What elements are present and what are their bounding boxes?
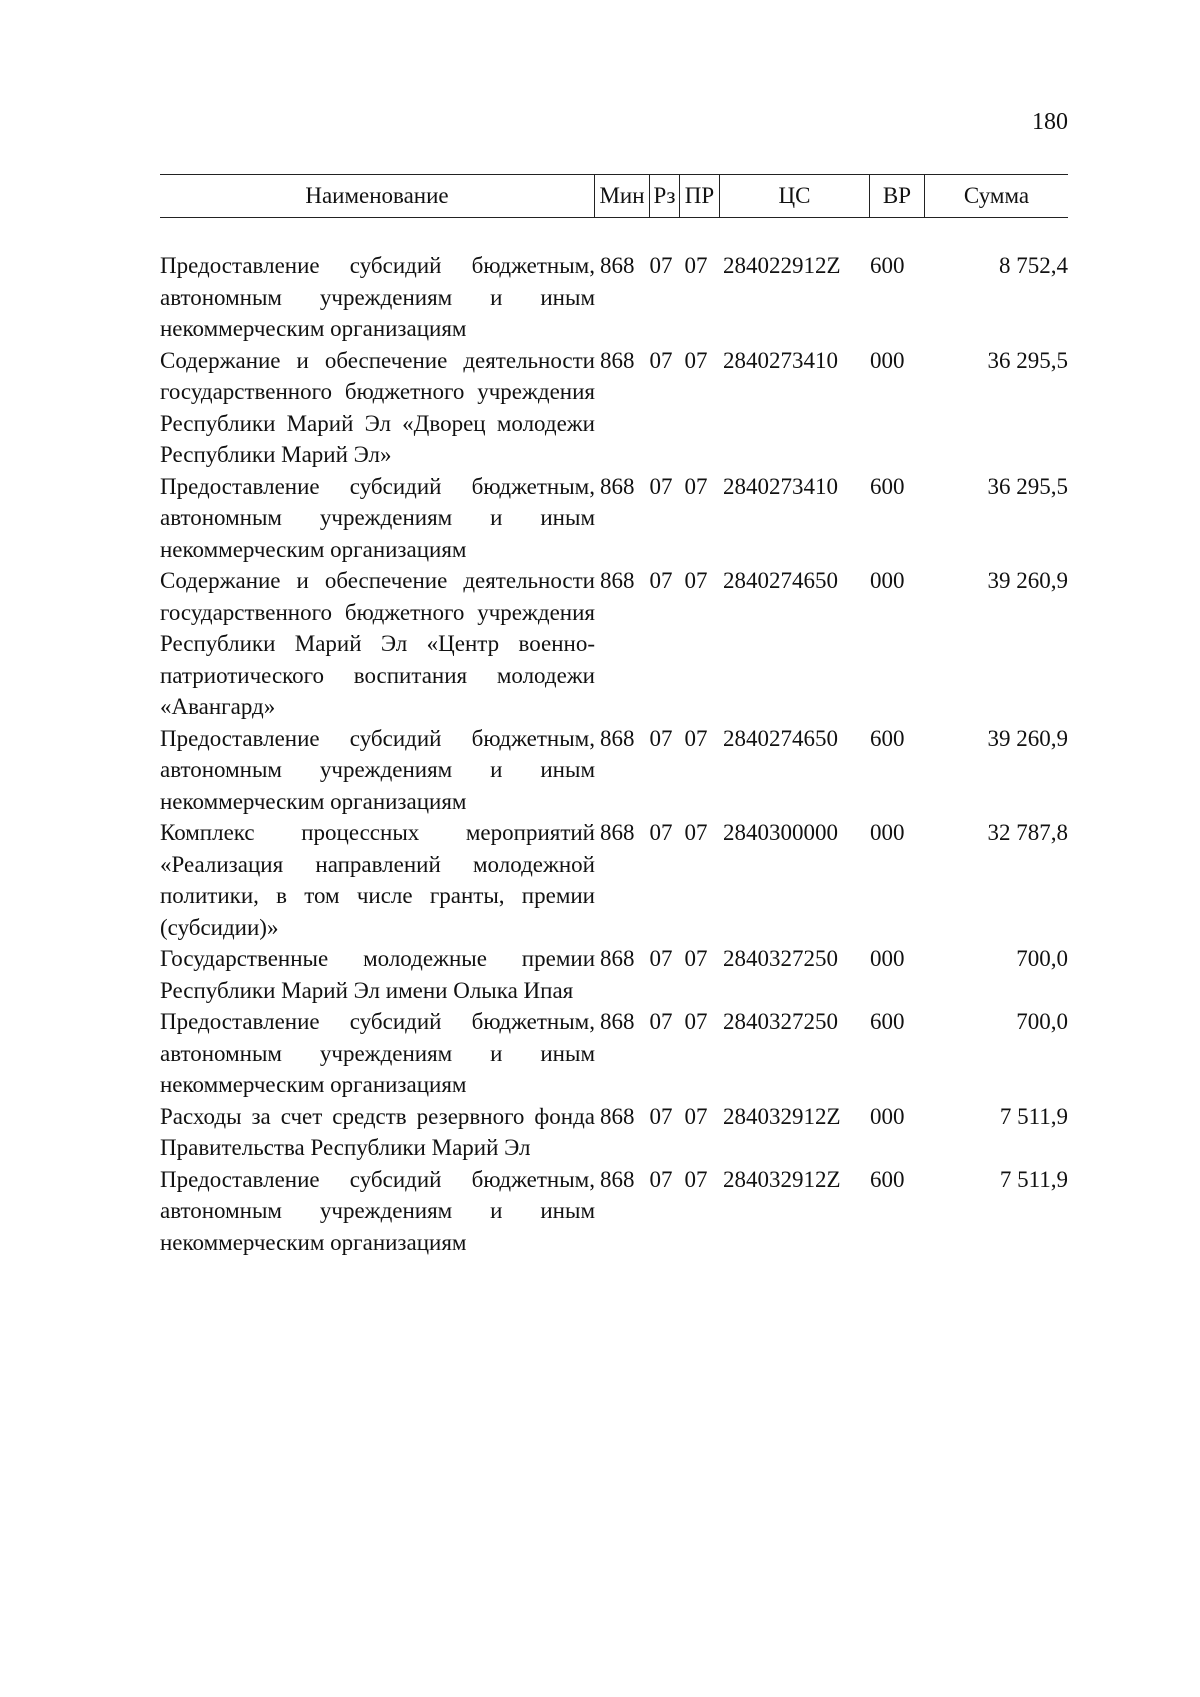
row-sum: 36 295,5 [987,473,1068,499]
row-name: Расходы за счет средств резервного фонда Правительства Республики Марий Эл [160,1103,595,1160]
row-cs: 2840327250 [723,1009,838,1034]
row-rz: 07 [649,725,673,751]
row-cs: 2840300000 [723,820,838,845]
table-row [160,723,1068,818]
row-vr: 600 [870,473,905,499]
row-sum: 32 787,8 [987,820,1068,845]
row-cs: 284032912Z [723,1103,841,1129]
table-row [160,943,1068,1006]
row-name: Содержание и обеспечение деятельности государственного бюджетного учреждения Республики Марий Эл «Дворец молодежи Республики Марий Эл» [160,347,595,467]
row-pr: 07 [684,1009,708,1034]
row-min: 868 [600,1166,635,1192]
row-min: 868 [600,946,635,971]
row-pr: 07 [684,473,708,499]
row-sum: 700,0 [1016,1009,1068,1034]
row-min: 868 [600,568,635,593]
row-pr: 07 [684,725,708,751]
budget-table [160,174,1068,1258]
row-sum: 7 511,9 [999,1103,1068,1129]
table-header [160,174,1068,218]
row-pr: 07 [684,820,708,845]
row-min: 868 [600,1009,635,1034]
row-cs: 2840273410 [723,473,838,499]
row-min: 868 [600,1103,635,1129]
row-cs: 2840274650 [723,725,838,751]
row-vr: 000 [870,820,905,845]
row-rz: 07 [649,473,673,499]
row-rz: 07 [649,1103,673,1129]
row-min: 868 [600,725,635,751]
header-min: Мин [595,174,650,218]
row-sum: 700,0 [1016,946,1068,971]
table-row [160,471,1068,566]
row-rz: 07 [649,253,673,278]
table-body [160,250,1068,1258]
row-min: 868 [600,347,635,373]
table-row [160,1006,1068,1101]
header-pr: ПР [680,174,720,218]
table-row [160,817,1068,943]
row-rz: 07 [649,568,673,593]
row-pr: 07 [684,946,708,971]
row-pr: 07 [684,568,708,593]
row-vr: 600 [870,725,905,751]
row-vr: 600 [870,1009,905,1034]
row-name: Предоставление субсидий бюджетным, автономным учреждениям и иным некоммерческим организациям [160,1009,595,1097]
row-rz: 07 [649,946,673,971]
row-cs: 2840273410 [723,347,838,373]
row-pr: 07 [684,1166,708,1192]
row-sum: 39 260,9 [987,568,1068,593]
row-min: 868 [600,473,635,499]
row-cs: 284032912Z [723,1166,841,1192]
row-pr: 07 [684,253,708,278]
row-vr: 000 [870,568,905,593]
row-name: Комплекс процессных мероприятий «Реализация направлений молодежной политики, в том числе гранты, премии (субсидии)» [160,820,595,940]
row-rz: 07 [649,347,673,373]
row-sum: 39 260,9 [987,725,1068,751]
table-row [160,345,1068,471]
row-min: 868 [600,820,635,845]
row-cs: 2840274650 [723,568,838,593]
row-rz: 07 [649,820,673,845]
row-min: 868 [600,253,635,278]
row-vr: 000 [870,946,905,971]
table-row [160,565,1068,723]
row-vr: 000 [870,347,905,373]
row-pr: 07 [684,347,708,373]
header-rz: Рз [650,174,680,218]
row-sum: 8 752,4 [999,253,1068,278]
row-sum: 7 511,9 [999,1166,1068,1192]
row-name: Предоставление субсидий бюджетным, автономным учреждениям и иным некоммерческим организациям [160,725,595,814]
table-row [160,250,1068,345]
row-sum: 36 295,5 [987,347,1068,373]
row-name: Содержание и обеспечение деятельности государственного бюджетного учреждения Республики Марий Эл «Центр военно-патриотического воспитания молодежи «Авангард» [160,568,595,719]
page-number: 180 [1032,109,1068,135]
header-vr: ВР [870,174,925,218]
row-name: Предоставление субсидий бюджетным, автономным учреждениям и иным некоммерческим организациям [160,473,595,562]
table-row [160,1164,1068,1259]
header-sum: Сумма [963,183,1030,208]
header-cs: ЦС [720,174,870,218]
row-name: Предоставление субсидий бюджетным, автономным учреждениям и иным некоммерческим организациям [160,253,595,341]
row-cs: 2840327250 [723,946,838,971]
table-row [160,1101,1068,1164]
row-vr: 600 [870,253,905,278]
row-rz: 07 [649,1009,673,1034]
row-cs: 284022912Z [723,253,841,278]
row-name: Государственные молодежные премии Республики Марий Эл имени Олыка Ипая [160,946,595,1003]
row-pr: 07 [684,1103,708,1129]
row-vr: 000 [870,1103,905,1129]
row-rz: 07 [649,1166,673,1192]
header-name: Наименование [160,174,595,218]
row-vr: 600 [870,1166,905,1192]
row-name: Предоставление субсидий бюджетным, автономным учреждениям и иным некоммерческим организациям [160,1166,595,1255]
